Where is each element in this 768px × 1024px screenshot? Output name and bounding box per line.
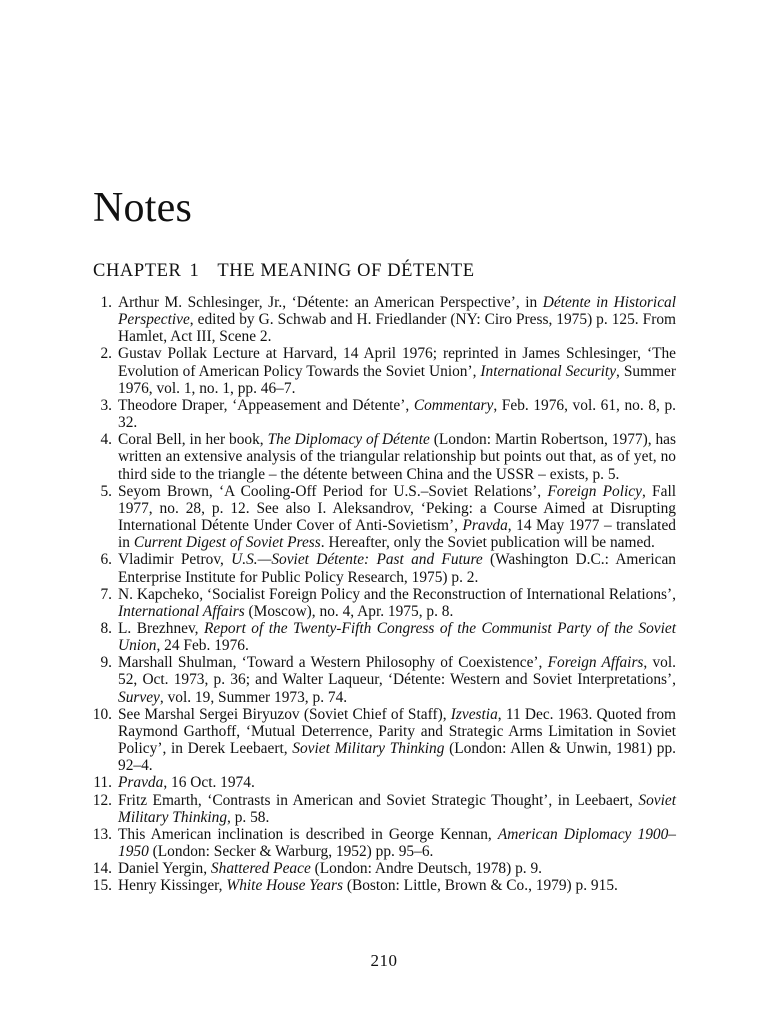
note-item <box>90 483 676 552</box>
page-number: 210 <box>370 951 398 970</box>
note-text <box>118 792 676 826</box>
note-text-segment: , vol. 52, Oct. 1973, p. 36; and Walter Laqueur, ‘Détente: Western and Soviet Interpretations’, <box>118 654 676 689</box>
chapter-heading <box>93 261 475 282</box>
note-number: 14. <box>92 860 112 878</box>
note-text <box>118 397 676 431</box>
note-title-italic: Izvestia <box>450 705 498 723</box>
note-number: 6. <box>100 551 112 569</box>
note-number: 4. <box>100 431 112 449</box>
note-text-segment: , p. 58. <box>227 808 270 826</box>
note-title-italic: American Diplomacy 1900–1950 <box>118 825 676 860</box>
note-text-segment: , 14 May 1977 – translated in <box>118 517 676 552</box>
note-title-italic: U.S.—Soviet Détente: Past and Future <box>231 551 483 569</box>
note-text <box>118 586 676 620</box>
note-item <box>90 860 676 877</box>
note-title-italic: Pravda <box>118 774 164 792</box>
note-item <box>90 345 676 396</box>
note-text-segment: (London: Andre Deutsch, 1978) p. 9. <box>310 860 543 878</box>
note-number: 11. <box>93 774 112 792</box>
note-text-segment: Theodore Draper, ‘Appeasement and Détente’, <box>118 396 414 414</box>
note-text <box>118 774 676 791</box>
note-text-segment: , 16 Oct. 1974. <box>163 774 255 792</box>
note-item <box>90 877 676 894</box>
note-text-segment: Gustav Pollak Lecture at Harvard, 14 April 1976; reprinted in James Schlesinger, ‘The Evolution of American Policy Towards the Soviet Union’, <box>118 345 676 380</box>
note-item <box>90 774 676 791</box>
note-text-segment: (Boston: Little, Brown & Co., 1979) p. 915. <box>342 877 618 895</box>
note-text-segment: Vladimir Petrov, <box>118 551 232 569</box>
note-title-italic: The Diplomacy of Détente <box>267 431 430 449</box>
note-text-segment: , edited by G. Schwab and H. Friedlander (NY: Ciro Press, 1975) p. 125. From Hamlet, Act III, Scene 2. <box>118 311 676 346</box>
note-text-segment: Seyom Brown, ‘A Cooling-Off Period for U.S.–Soviet Relations’, <box>118 482 548 500</box>
note-text-segment: Henry Kissinger, <box>118 877 227 895</box>
note-number: 10. <box>92 705 112 723</box>
chapter-title: THE MEANING OF DÉTENTE <box>217 261 475 281</box>
note-item <box>90 551 676 585</box>
note-text-segment: (London: Secker & Warburg, 1952) pp. 95–6. <box>148 843 434 860</box>
note-title-italic: International Security <box>480 362 617 380</box>
note-item <box>90 792 676 826</box>
note-title-italic: Survey <box>118 688 160 706</box>
note-text-segment: See Marshal Sergei Biryuzov (Soviet Chief of Staff), <box>118 705 451 723</box>
note-title-italic: Soviet Military Thinking <box>292 740 445 758</box>
note-text-segment: Fritz Emarth, ‘Contrasts in American and Soviet Strategic Thought’, in Leebaert, <box>118 791 639 809</box>
note-number: 12. <box>92 791 112 809</box>
note-text <box>118 431 676 482</box>
page-heading: Notes <box>93 185 192 231</box>
note-number: 9. <box>100 654 112 672</box>
note-item <box>90 294 676 345</box>
note-text-segment: (Moscow), no. 4, Apr. 1975, p. 8. <box>244 602 454 620</box>
note-title-italic: Report of the Twenty-Fifth Congress of the Communist Party of the Soviet Union <box>118 619 676 655</box>
note-text <box>118 620 676 654</box>
note-item <box>90 706 676 775</box>
note-title-italic: White House Years <box>226 877 343 895</box>
note-title-italic: Current Digest of Soviet Press <box>133 534 321 552</box>
note-text-segment: , 24 Feb. 1976. <box>156 637 249 655</box>
note-number: 2. <box>100 345 112 363</box>
note-text-segment: , vol. 19, Summer 1973, p. 74. <box>159 688 348 706</box>
note-text <box>118 877 676 894</box>
note-item <box>90 654 676 705</box>
note-item <box>90 431 676 482</box>
note-text <box>118 706 676 775</box>
note-item <box>90 397 676 431</box>
note-text-segment: , 11 Dec. 1963. Quoted from Raymond Garthoff, ‘Mutual Deterrence, Parity and Strategic Arms Limitation in Soviet Policy’, in Derek Leebaert, <box>118 705 676 758</box>
note-text-segment: (London: Martin Robertson, 1977), has written an extensive analysis of the triangular relationship but points out that, as of yet, no third side to the triangle – the détente between China and the USSR – exists, p. 5. <box>118 431 676 483</box>
note-text-segment: . Hereafter, only the Soviet publication will be named. <box>320 534 655 552</box>
chapter-label: CHAPTER <box>93 261 182 281</box>
note-text <box>118 551 676 585</box>
note-text <box>118 654 676 705</box>
note-number: 3. <box>100 396 112 414</box>
note-item <box>90 586 676 620</box>
note-title-italic: Soviet Military Thinking <box>118 791 676 826</box>
note-title-italic: Détente in Historical Perspective <box>118 294 676 329</box>
note-text-segment: Marshall Shulman, ‘Toward a Western Philosophy of Coexistence’, <box>118 654 548 672</box>
note-text <box>118 483 676 552</box>
note-title-italic: Pravda <box>462 517 508 535</box>
note-text-segment: , Feb. 1976, vol. 61, no. 8, p. 32. <box>118 396 677 432</box>
note-text-segment: (London: Allen & Unwin, 1981) pp. 92–4. <box>118 740 676 775</box>
note-text-segment: Coral Bell, in her book, <box>118 431 268 449</box>
note-text <box>118 860 676 877</box>
note-number: 8. <box>100 619 112 637</box>
note-text <box>118 345 676 396</box>
note-title-italic: Commentary <box>413 396 494 414</box>
notes-list <box>90 294 676 894</box>
note-number: 1. <box>100 294 112 311</box>
note-title-italic: Foreign Policy <box>547 482 642 500</box>
chapter-number: 1 <box>189 261 200 281</box>
note-title-italic: Shattered Peace <box>210 860 311 878</box>
note-number: 15. <box>92 877 112 895</box>
note-text-segment: , Summer 1976, vol. 1, no. 1, pp. 46–7. <box>118 362 676 397</box>
note-title-italic: Foreign Affairs <box>547 654 644 672</box>
note-number: 5. <box>100 482 112 500</box>
note-text-segment: , Fall 1977, no. 28, p. 12. See also I. Aleksandrov, ‘Peking: a Course Aimed at Disrupting International Détente Under Cover of Anti-Sovietism’, <box>118 482 676 535</box>
note-text-segment: This American inclination is described in George Kennan, <box>118 825 498 843</box>
note-text <box>118 294 676 345</box>
note-text-segment: L. Brezhnev, <box>118 619 204 637</box>
note-number: 13. <box>92 825 112 843</box>
note-text-segment: N. Kapcheko, ‘Socialist Foreign Policy and the Reconstruction of International Relations’, <box>118 585 676 603</box>
note-text-segment: (Washington D.C.: American Enterprise Institute for Public Policy Research, 1975) p. 2. <box>118 551 676 586</box>
note-text-segment: Arthur M. Schlesinger, Jr., ‘Détente: an American Perspective’, in <box>118 294 543 311</box>
note-text-segment: Daniel Yergin, <box>118 860 211 878</box>
note-text <box>118 826 676 860</box>
note-item <box>90 620 676 654</box>
note-number: 7. <box>100 585 112 603</box>
note-title-italic: International Affairs <box>118 602 245 620</box>
note-item <box>90 826 676 860</box>
